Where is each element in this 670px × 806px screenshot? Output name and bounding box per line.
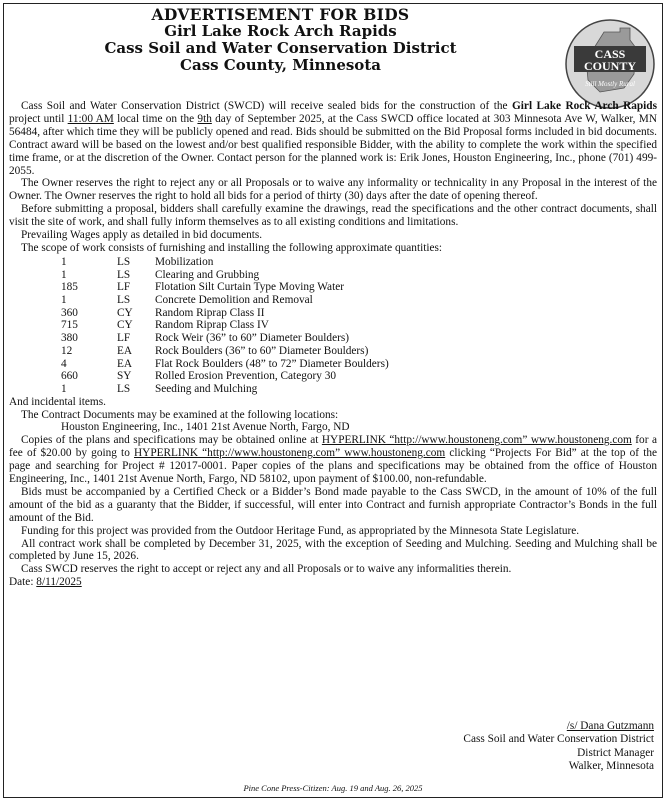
quantity-unit: EA — [117, 357, 133, 370]
quantity-desc: Random Riprap Class II — [155, 306, 265, 319]
quantity-qty: 1 — [61, 255, 67, 268]
quantity-qty: 360 — [61, 306, 78, 319]
quantity-desc: Rolled Erosion Prevention, Category 30 — [155, 370, 337, 383]
district-name: Cass Soil and Water Conservation District — [104, 39, 457, 57]
paragraph-intro: Cass Soil and Water Conservation District (SWCD) will receive sealed bids for the construction of the Girl Lake Rock Arch Rapids project until 11:00 AM local time on the 9th day of September 2025, at the Cass SWCD office located at 303 Minnesota Ave W, Walker, MN 56484, after which time they will be publicly opened and read. Bids should be submitted on the Bid Proposal forms included in bid documents. Contract award will be based on the lowest and/or best qualified responsible Bidder, with the ability to complete the work within the specified time frame, or at the discretion of the Owner. Contact person for the planned work is: Erik Jones, Houston Engineering, Inc., phone (701) 499-2055. — [9, 100, 657, 177]
quantity-unit: SY — [117, 370, 132, 383]
paragraph-copies: Copies of the plans and specifications may be obtained online at HYPERLINK “http://www.houstoneng.com” www.houstoneng.com for a fee of $20.00 by going to HYPERLINK “http://www.houstoneng.com” www.houstoneng.com clicking “Projects For Bid” at the top of the page and searching for Project # 12017-0001. Paper copies of the plans and specifications may be obtained from the office of Houston Engineering, Inc., 1401 21st Avenue North, Fargo, ND 58102, upon payment of $100.00, non-refundable. — [9, 434, 657, 486]
quantity-unit: CY — [117, 319, 133, 332]
quantity-desc: Seeding and Mulching — [155, 382, 258, 395]
signature-name: /s/ Dana Gutzmann — [566, 720, 654, 732]
paragraph-reserve: Cass SWCD reserves the right to accept or reject any and all Proposals or to waive any informalities therein. — [21, 563, 512, 576]
houston-link-2[interactable]: HYPERLINK “http://www.houstoneng.com” www.houstoneng.com — [134, 447, 446, 460]
houston-link-1[interactable]: HYPERLINK “http://www.houstoneng.com” www.houstoneng.com — [321, 434, 632, 447]
quantity-unit: LS — [117, 293, 131, 306]
quantity-row — [9, 370, 389, 383]
svg-text:Still Mostly Rural: Still Mostly Rural — [585, 80, 635, 88]
paragraph-scope: The scope of work consists of furnishing and installing the following approximate quantities: — [21, 241, 443, 254]
quantity-unit: EA — [117, 344, 133, 357]
quantity-row — [9, 256, 389, 269]
signature-block — [463, 720, 654, 773]
paragraph-completion: All contract work shall be completed by December 31, 2025, with the exception of Seeding and Mulching. Seeding and Mulching shall be completed by June 15, 2026. — [9, 537, 657, 563]
quantity-unit: LF — [117, 281, 131, 294]
quantity-unit: CY — [117, 306, 133, 319]
paragraph-documents: The Contract Documents may be examined at the following locations: — [21, 408, 339, 421]
quantity-row — [9, 358, 389, 371]
paragraph-funding: Funding for this project was provided from the Outdoor Heritage Fund, as appropriated by the Minnesota State Legislature. — [21, 524, 580, 537]
signature-org: Cass Soil and Water Conservation District — [463, 733, 654, 746]
county-name: Cass County, Minnesota — [180, 56, 381, 74]
quantity-qty: 715 — [61, 319, 78, 332]
quantity-desc: Rock Boulders (36” to 60” Diameter Boulders) — [155, 344, 369, 357]
quantity-desc: Clearing and Grubbing — [155, 268, 260, 281]
paragraph-examine: Before submitting a proposal, bidders shall carefully examine the drawings, read the specifications and the other contract documents, shall visit the site of work, and shall fully inform themselves as to all existing conditions and limitations. — [9, 203, 657, 229]
quantity-qty: 660 — [61, 370, 78, 383]
paragraph-bond: Bids must be accompanied by a Certified Check or a Bidder’s Bond made payable to the Cass SWCD, in the amount of 10% of the full amount of the bid as a guaranty that the Bidder, if successful, will enter into Contract and furnish appropriate Contractor’s Bonds in the full amount of the Bid. — [9, 485, 657, 524]
paragraph-owner-rights: The Owner reserves the right to reject any or all Proposals or to waive any informality or technicality in any Proposal in the interest of the Owner. The Owner reserves the right to hold all bids for a period of thirty (30) days after the date of opening thereof. — [9, 177, 657, 203]
quantity-row — [9, 281, 389, 294]
publication-footer: Pine Cone Press-Citizen: Aug. 19 and Aug. 26, 2025 — [243, 783, 423, 793]
bid-body — [9, 100, 657, 589]
quantity-unit: LS — [117, 382, 131, 395]
quantity-qty: 12 — [61, 344, 73, 357]
quantity-unit: LF — [117, 332, 131, 345]
quantity-qty: 1 — [61, 268, 67, 281]
paragraph-wages: Prevailing Wages apply as detailed in bid documents. — [21, 229, 263, 242]
svg-text:CASS: CASS — [594, 47, 626, 61]
quantity-row — [9, 383, 389, 396]
quantity-qty: 380 — [61, 332, 78, 345]
incidental-items: And incidental items. — [9, 395, 106, 408]
quantity-row — [9, 332, 389, 345]
quantity-row — [9, 345, 389, 358]
quantity-unit: LS — [117, 255, 131, 268]
signature-title: District Manager — [577, 746, 654, 759]
quantity-desc: Flat Rock Boulders (48” to 72” Diameter Boulders) — [155, 357, 389, 370]
document-location: Houston Engineering, Inc., 1401 21st Avenue North, Fargo, ND — [61, 421, 350, 434]
project-name: Girl Lake Rock Arch Rapids — [164, 22, 397, 40]
quantities-table — [9, 256, 389, 396]
quantity-desc: Random Riprap Class IV — [155, 319, 269, 332]
quantity-desc: Flotation Silt Curtain Type Moving Water — [155, 281, 344, 294]
quantity-row — [9, 319, 389, 332]
signature-place: Walker, Minnesota — [568, 759, 654, 772]
quantity-qty: 4 — [61, 357, 67, 370]
quantity-row — [9, 307, 389, 320]
quantity-desc: Rock Weir (36” to 60” Diameter Boulders) — [155, 332, 350, 345]
quantity-qty: 1 — [61, 382, 67, 395]
quantity-desc: Concrete Demolition and Removal — [155, 293, 313, 306]
quantity-row — [9, 269, 389, 282]
quantity-unit: LS — [117, 268, 131, 281]
svg-text:COUNTY: COUNTY — [583, 59, 637, 73]
ad-title: ADVERTISEMENT FOR BIDS — [151, 5, 410, 24]
ad-date: Date: 8/11/2025 — [9, 576, 82, 589]
cass-county-logo — [564, 18, 656, 110]
quantity-row — [9, 294, 389, 307]
advertisement-page — [3, 3, 663, 798]
quantity-qty: 1 — [61, 293, 67, 306]
quantity-qty: 185 — [61, 281, 78, 294]
quantity-desc: Mobilization — [155, 255, 214, 268]
